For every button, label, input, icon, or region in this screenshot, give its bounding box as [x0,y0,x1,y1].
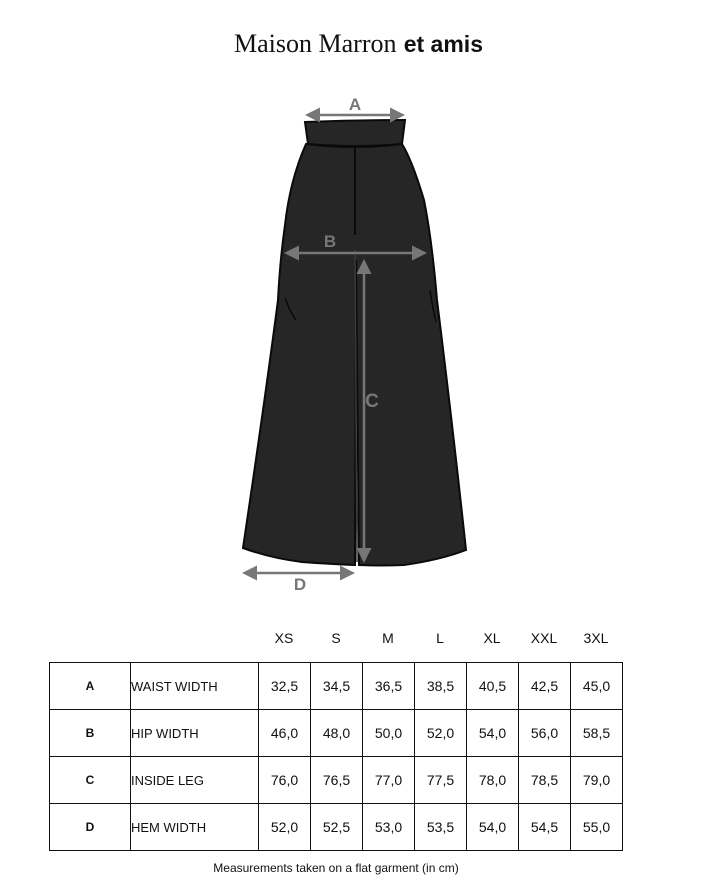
table-cell: 77,0 [363,757,415,804]
table-row [50,804,623,851]
table-cell: 38,5 [415,663,467,710]
brand-name-sans: et amis [403,31,483,57]
table-cell: 79,0 [571,757,623,804]
table-cell: 53,0 [363,804,415,851]
table-cell: 53,5 [415,804,467,851]
table-cell: 58,5 [571,710,623,757]
row-label: INSIDE LEG [131,757,259,804]
size-header-xl: XL [483,630,501,646]
row-label: HIP WIDTH [131,710,259,757]
size-header-3xl: 3XL [583,630,609,646]
table-row [50,757,623,804]
row-label: WAIST WIDTH [131,663,259,710]
size-header-xxl: XXL [530,630,558,646]
table-cell: 32,5 [259,663,311,710]
table-cell: 52,5 [311,804,363,851]
table-cell: 76,5 [311,757,363,804]
table-cell: 52,0 [259,804,311,851]
row-key: B [50,710,131,757]
size-header-s: S [331,630,341,646]
table-cell: 34,5 [311,663,363,710]
table-cell: 55,0 [571,804,623,851]
size-header-l: L [436,630,444,646]
measure-label-d: D [293,575,307,594]
table-cell: 48,0 [311,710,363,757]
row-key: C [50,757,131,804]
size-header-m: M [382,630,394,646]
table-cell: 36,5 [363,663,415,710]
measure-label-c: C [365,391,379,412]
table-row [50,663,623,710]
table-cell: 54,0 [467,804,519,851]
table-cell: 45,0 [571,663,623,710]
row-label: HEM WIDTH [131,804,259,851]
row-key: D [50,804,131,851]
brand-name-serif: Maison Marron [234,29,397,58]
table-cell: 78,0 [467,757,519,804]
table-cell: 46,0 [259,710,311,757]
table-cell: 78,5 [519,757,571,804]
table-cell: 42,5 [519,663,571,710]
table-cell: 54,0 [467,710,519,757]
table-cell: 54,5 [519,804,571,851]
row-key: A [50,663,131,710]
measure-label-a: A [348,95,362,114]
size-chart-table [49,662,623,851]
waistband [305,120,405,146]
table-cell: 76,0 [259,757,311,804]
table-cell: 40,5 [467,663,519,710]
table-cell: 50,0 [363,710,415,757]
measurement-note: Measurements taken on a flat garment (in cm) [213,861,459,875]
size-header-xs: XS [274,630,294,646]
table-cell: 52,0 [415,710,467,757]
table-cell: 77,5 [415,757,467,804]
measure-label-b: B [323,232,337,251]
table-row [50,710,623,757]
table-cell: 56,0 [519,710,571,757]
